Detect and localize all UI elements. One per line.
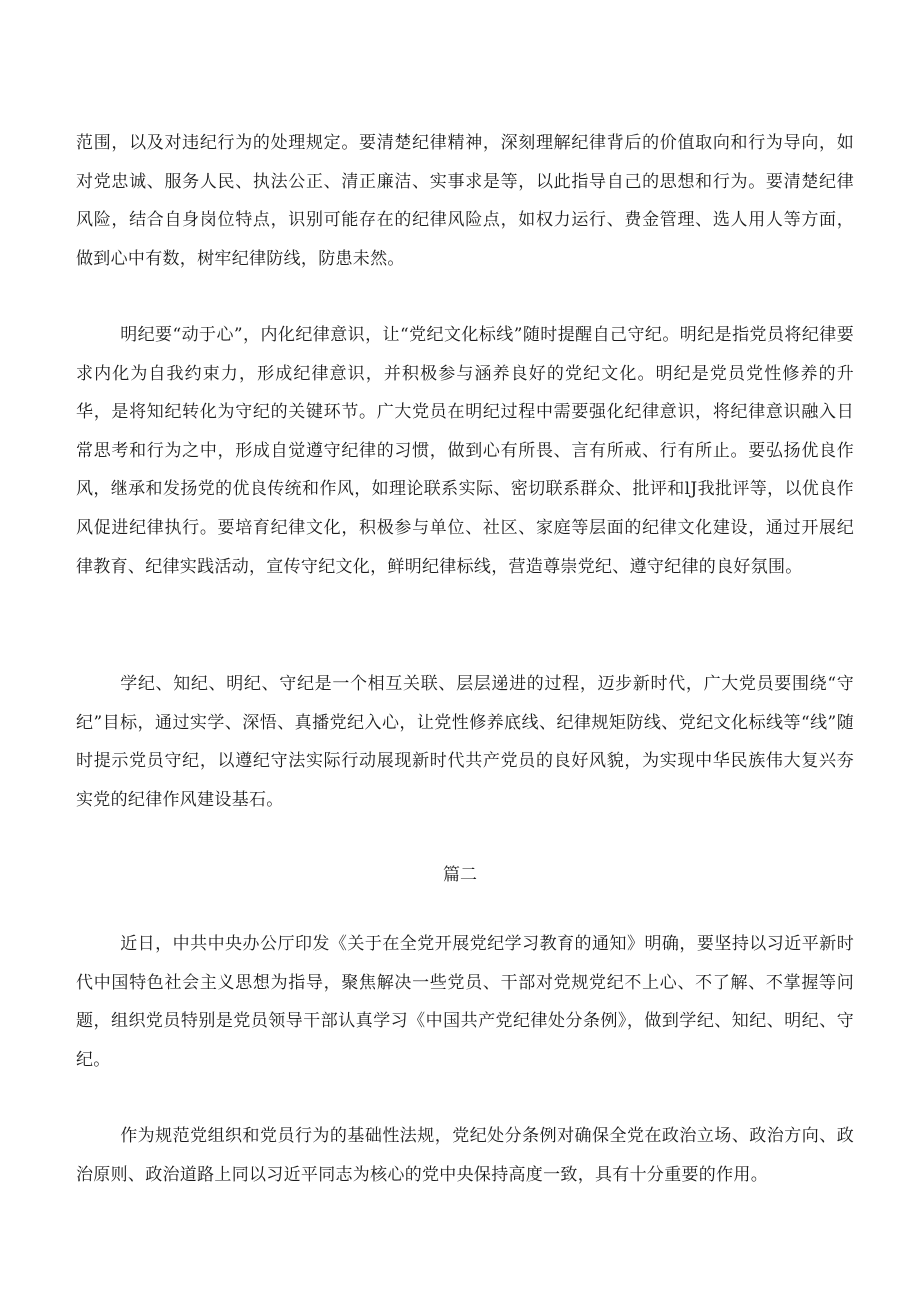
paragraph-notice: 近日，中共中央办公厅印发《关于在全党开展党纪学习教育的通知》明确，要坚持以习近平新时代中国特色社会主义思想为指导，聚焦解决一些党员、干部对党规党纪不上心、不了解、不掌握等问题，组织党员特别是党员领导干部认真学习《中国共产党纪律处分条例》，做到学纪、知纪、明纪、守纪。	[76, 934, 854, 1070]
paragraph-mingji: 明纪要“动于心”，内化纪律意识，让“党纪文化标线”随时提醒自己守纪。明纪是指党员将纪律要求内化为自我约束力，形成纪律意识，并积极参与涵养良好的党纪文化。明纪是党员党性修养的升华，是将知纪转化为守纪的关键环节。广大党员在明纪过程中需要强化纪律意识，将纪律意识融入日常思考和行为之中，形成自觉遵守纪律的习惯，做到心有所畏、言有所戒、行有所止。要弘扬优良作风，继承和发扬党的优良传统和作风，如理论联系实际、密切联系群众、批评和lJ我批评等，以优良作风促进纪律执行。要培育纪律文化，积极参与单位、社区、家庭等层面的纪律文化建设，通过开展纪律教育、纪律实践活动，宣传守纪文化，鲜明纪律标线，营造尊崇党纪、遵守纪律的良好氛围。	[76, 325, 854, 577]
paragraph-summary: 学纪、知纪、明纪、守纪是一个相互关联、层层递进的过程，迈步新时代，广大党员要围绕“守纪”目标，通过实学、深悟、真播党纪入心，让党性修养底线、纪律规矩防线、党纪文化标线等“线”随时提示党员守纪，以遵纪守法实际行动展现新时代共产党员的良好风貌，为实现中华民族伟大复兴夯实党的纪律作风建设基石。	[76, 674, 854, 810]
paragraph-regulation: 作为规范党组织和党员行为的基础性法规，党纪处分条例对确保全党在政治立场、政治方向、政治原则、政治道路上同以习近平同志为核心的党中央保持高度一致，具有十分重要的作用。	[76, 1126, 854, 1185]
section-heading: 篇二	[443, 865, 477, 885]
paragraph-continued: 范围，以及对违纪行为的处理规定。要清楚纪律精神，深刻理解纪律背后的价值取向和行为导向，如对党忠诚、服务人民、执法公正、清正廉洁、实事求是等，以此指导自己的思想和行为。要清楚纪律风险，结合自身岗位特点，识别可能存在的纪律风险点，如权力运行、费金管理、选人用人等方面，做到心中有数，树牢纪律防线，防患未然。	[76, 133, 854, 269]
